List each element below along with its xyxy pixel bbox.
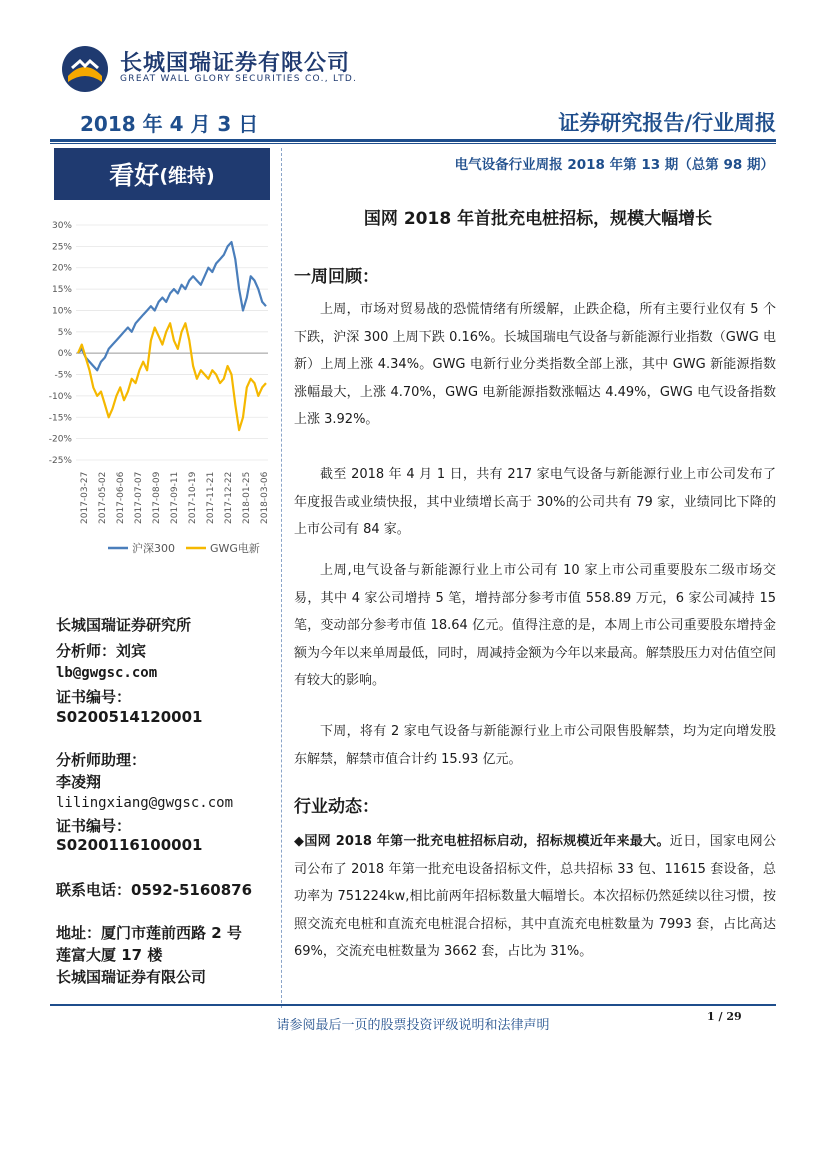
- issue-line: 电气设备行业周报 2018 年第 13 期（总第 98 期）: [454, 157, 774, 173]
- address-line-3: 长城国瑞证券有限公司: [56, 968, 207, 986]
- paragraph-5-body: 近日，国家电网公司公布了 2018 年第一批充电设备招标文件，总共招标 33 包、11615 套设备，总功率为 751224kw,相比前两年招标数量大幅增长。本次招标仍然延续以往习惯，按照交流充电桩和直流充电桩混合招标，其中直流充电桩数量为 7993 套，占比高达 69%，交流充电桩数量为 3662 套，占比为 31%。: [294, 834, 776, 959]
- assistant-cert: S0200116100001: [56, 836, 203, 854]
- y-tick-label: -20%: [48, 434, 72, 445]
- header-divider-thin: [50, 143, 776, 144]
- article-headline: 国网 2018 年首批充电桩招标，规模大幅增长: [363, 209, 713, 229]
- x-tick-label: 2017-06-06: [116, 471, 126, 524]
- paragraph-4: 下周，将有 2 家电气设备与新能源行业上市公司限售股解禁，均为定向增发股东解禁，解禁市值合计约 15.93 亿元。: [294, 724, 776, 767]
- column-separator: [281, 148, 282, 1008]
- rating-sub: (维持): [159, 164, 215, 187]
- section-weekly-review: 一周回顾：: [294, 267, 379, 287]
- analyst-name: 分析师：刘宾: [56, 642, 147, 660]
- rating-badge: [54, 148, 270, 200]
- legend-label: GWG电新: [210, 542, 260, 555]
- x-tick-label: 2017-07-07: [134, 471, 144, 524]
- series-line-2: [78, 323, 266, 430]
- x-tick-label: 2018-01-25: [242, 471, 252, 524]
- address-line-1: 地址：厦门市莲前西路 2 号: [56, 924, 242, 942]
- y-tick-label: 0%: [57, 349, 72, 360]
- x-tick-label: 2017-05-02: [98, 471, 108, 524]
- y-tick-label: -5%: [54, 370, 72, 381]
- x-tick-label: 2017-12-22: [224, 471, 234, 524]
- paragraph-2: 截至 2018 年 4 月 1 日，共有 217 家电气设备与新能源行业上市公司发布了年度报告或业绩快报，其中业绩增长高于 30%的公司共有 79 家，业绩同比下降的上市公司有 84 家。: [294, 467, 776, 537]
- y-tick-label: 15%: [51, 285, 72, 296]
- report-date: 2018 年 4 月 3 日: [80, 112, 259, 136]
- footer-divider: [50, 1004, 776, 1006]
- analyst-cert: S0200514120001: [56, 708, 203, 726]
- x-tick-label: 2017-11-21: [206, 471, 216, 524]
- y-tick-label: 20%: [51, 263, 72, 274]
- series-line-1: [78, 242, 266, 370]
- assistant-label: 分析师助理：: [56, 751, 147, 769]
- x-tick-label: 2017-10-19: [188, 471, 198, 524]
- x-tick-label: 2017-08-09: [152, 471, 162, 524]
- y-tick-label: 10%: [51, 306, 72, 317]
- header-divider: [50, 139, 776, 142]
- paragraph-5-lead: ◆国网 2018 年第一批充电桩招标启动，招标规模近年来最大。: [294, 834, 670, 849]
- y-tick-label: 5%: [57, 327, 72, 338]
- company-name-cn: 长城国瑞证券有限公司: [120, 51, 351, 76]
- page-number: 1 / 29: [707, 1010, 742, 1023]
- y-tick-label: 30%: [51, 221, 72, 231]
- x-tick-label: 2017-09-11: [170, 471, 180, 524]
- contact-phone: 联系电话：0592-5160876: [56, 881, 253, 899]
- legend-label: 沪深300: [132, 542, 175, 555]
- x-tick-label: 2017-03-27: [80, 471, 90, 524]
- company-name-en: GREAT WALL GLORY SECURITIES CO., LTD.: [120, 74, 358, 84]
- address-line-2: 莲富大厦 17 楼: [56, 946, 163, 964]
- assistant-name: 李凌翔: [56, 773, 102, 791]
- analyst-cert-label: 证书编号：: [56, 688, 132, 706]
- y-tick-label: -15%: [48, 413, 72, 424]
- assistant-cert-label: 证书编号：: [56, 817, 132, 835]
- report-type: 证券研究报告/行业周报: [558, 111, 776, 135]
- rating-label: 看好: [109, 161, 160, 190]
- section-industry-news: 行业动态：: [294, 797, 379, 817]
- y-tick-label: -25%: [48, 456, 72, 466]
- paragraph-3: 上周,电气设备与新能源行业上市公司有 10 家上市公司重要股东二级市场交易，其中 4 家公司增持 5 笔，增持部分参考市值 558.89 万元，6 家公司减持 15 笔，变动部分参考市值 18.64 亿元。值得注意的是，本周上市公司重要股东增持金额为今年以来单周最低，同时，周减持金额为今年以来最高。解禁股压力对估值空间有较大的影响。: [294, 563, 776, 688]
- assistant-email[interactable]: lilingxiang@gwgsc.com: [56, 795, 234, 811]
- analyst-email[interactable]: lb@gwgsc.com: [56, 665, 158, 681]
- index-performance-chart: [40, 215, 280, 575]
- footer-disclaimer: 请参阅最后一页的股票投资评级说明和法律声明: [276, 1018, 550, 1033]
- company-logo-icon: [60, 44, 110, 94]
- y-tick-label: 25%: [51, 242, 72, 253]
- institute-name: 长城国瑞证券研究所: [56, 616, 192, 634]
- x-tick-label: 2018-03-06: [260, 471, 270, 524]
- y-tick-label: -10%: [48, 391, 72, 402]
- paragraph-5: [294, 828, 776, 966]
- paragraph-1: 上周，市场对贸易战的恐慌情绪有所缓解，止跌企稳，所有主要行业仅有 5 个下跌，沪深 300 上周下跌 0.16%。长城国瑞电气设备与新能源行业指数（GWG 电新）上周上涨 4.34%。GWG 电新行业分类指数全部上涨，其中 GWG 新能源指数涨幅最大，上涨 4.70%，GWG 电新能源指数涨幅达 4.49%，GWG 电气设备指数上涨 3.92%。: [294, 302, 776, 427]
